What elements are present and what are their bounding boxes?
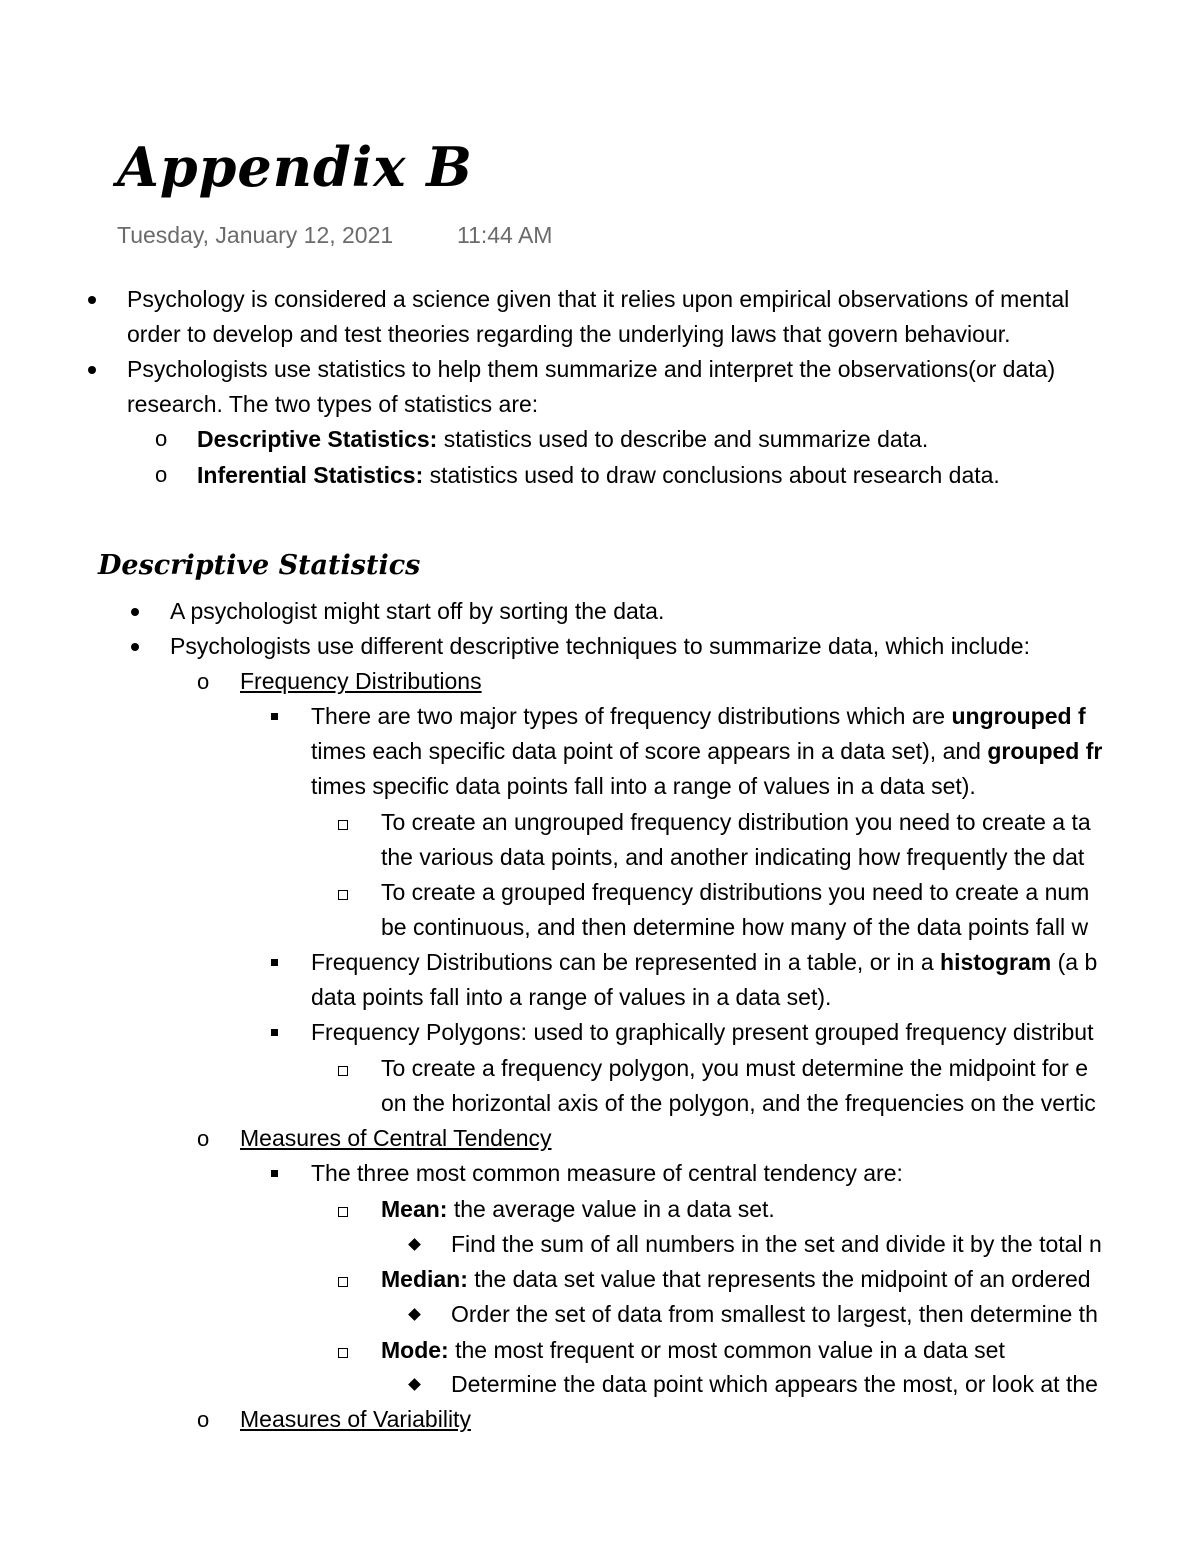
bullet-icon [131,643,139,651]
freq-item-1-line-1: There are two major types of frequency distributions which are ungrouped f [311,703,1086,729]
checkbox-bullet-icon [338,1066,348,1076]
inferential-definition: Inferential Statistics: statistics used to draw conclusions about research data. [197,462,1000,488]
descriptive-definition: Descriptive Statistics: statistics used to describe and summarize data. [197,426,929,452]
median-definition: Median: the data set value that represents the midpoint of an ordered [381,1266,1091,1292]
intro-bullet-2-line-2: research. The two types of statistics are: [127,391,539,417]
freq-sub-1-line-2: the various data points, and another indicating how frequently the dat [381,844,1085,870]
section-bullet-1: A psychologist might start off by sorting the data. [170,598,665,624]
freq-item-3: Frequency Polygons: used to graphically present grouped frequency distribut [311,1019,1094,1045]
bullet-icon [131,608,139,616]
circle-bullet-icon: o [197,669,210,694]
freq-sub-3-line-1: To create a frequency polygon, you must determine the midpoint for e [381,1055,1089,1081]
diamond-bullet-icon [408,1378,421,1391]
checkbox-bullet-icon [338,820,348,830]
note-date: Tuesday, January 12, 2021 [117,222,394,248]
freq-sub-2-line-1: To create a grouped frequency distributions you need to create a num [381,879,1090,905]
variability-heading: Measures of Variability [240,1406,471,1432]
central-tendency-item: The three most common measure of central tendency are: [311,1160,903,1186]
freq-item-2-line-2: data points fall into a range of values in a data set). [311,984,832,1010]
mean-definition: Mean: the average value in a data set. [381,1196,775,1222]
bullet-icon [88,366,96,374]
section-bullet-2: Psychologists use different descriptive techniques to summarize data, which include: [170,633,1030,659]
central-tendency-heading: Measures of Central Tendency [240,1125,552,1151]
median-instruction: Order the set of data from smallest to largest, then determine th [451,1301,1098,1327]
square-bullet-icon [271,1029,278,1036]
freq-item-1-line-2: times each specific data point of score appears in a data set), and grouped fr [311,738,1103,764]
checkbox-bullet-icon [338,890,348,900]
freq-sub-1-line-1: To create an ungrouped frequency distribution you need to create a ta [381,809,1091,835]
freq-item-1-line-3: times specific data points fall into a range of values in a data set). [311,773,976,799]
frequency-distributions-heading: Frequency Distributions [240,668,482,694]
square-bullet-icon [271,1170,278,1177]
intro-bullet-1-line-2: order to develop and test theories regarding the underlying laws that govern behaviour. [127,321,1011,347]
freq-sub-3-line-2: on the horizontal axis of the polygon, and the frequencies on the vertic [381,1090,1096,1116]
page-title: Appendix B [117,135,473,199]
note-time: 11:44 AM [457,222,553,248]
diamond-bullet-icon [408,1238,421,1251]
freq-sub-2-line-2: be continuous, and then determine how many of the data points fall w [381,914,1089,940]
checkbox-bullet-icon [338,1207,348,1217]
square-bullet-icon [271,959,278,966]
circle-bullet-icon: o [197,1126,210,1151]
mode-instruction: Determine the data point which appears the most, or look at the [451,1371,1098,1397]
diamond-bullet-icon [408,1308,421,1321]
section-heading: Descriptive Statistics [98,550,421,581]
intro-bullet-1-line-1: Psychology is considered a science given that it relies upon empirical observations of mental [127,286,1070,312]
intro-bullet-2-line-1: Psychologists use statistics to help them summarize and interpret the observations(or data) [127,356,1056,382]
bullet-icon [88,296,96,304]
circle-bullet-icon: o [197,1407,210,1432]
square-bullet-icon [271,713,278,720]
freq-item-2-line-1: Frequency Distributions can be represented in a table, or in a histogram (a b [311,949,1098,975]
circle-bullet-icon: o [155,426,168,451]
circle-bullet-icon: o [155,462,168,487]
checkbox-bullet-icon [338,1277,348,1287]
mode-definition: Mode: the most frequent or most common value in a data set [381,1337,1005,1363]
mean-instruction: Find the sum of all numbers in the set and divide it by the total n [451,1231,1102,1257]
checkbox-bullet-icon [338,1348,348,1358]
